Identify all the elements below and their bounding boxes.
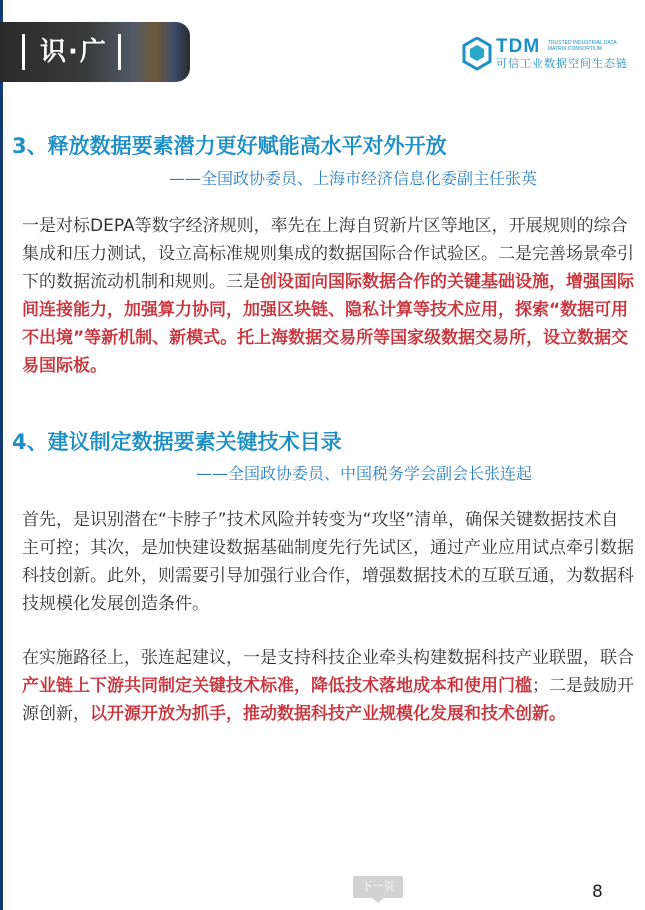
logo-tagline: TRUSTED INDUSTRIAL DATA MATRIX CONSORTIUM xyxy=(548,40,617,52)
tag-right-bar xyxy=(118,34,121,70)
section-3-heading: 3、释放数据要素潜力更好赋能高水平对外开放 xyxy=(12,134,447,158)
text-run: 在实施路径上，张连起建议，一是支持科技企业牵头构建数据科技产业联盟，联合 xyxy=(22,648,634,668)
logo-hexagon-icon xyxy=(462,37,492,71)
emphasis-text-run: 创设面向国际数据合作的关键基础设施，增强国际间连接能力，加强算力协同，加强区块链、隐私计算等技术应用，探索“数据可用不出境”等新机制、新模式。托上海数据交易所等国家级数据交易所，设立数据交易国际板。 xyxy=(22,272,634,376)
tdm-logo xyxy=(462,37,642,73)
text-run: 首先，是识别潜在“卡脖子”技术风险并转变为“攻坚”清单，确保关键数据技术自主可控；其次，是加快建设数据基础制度先行先试区，通过产业应用试点牵引数据科技创新。此外，则需要引导加强行业合作，增强数据技术的互联互通，为数据科技规模化发展创造条件。 xyxy=(22,510,634,614)
section-3-paragraph xyxy=(22,212,634,380)
next-page-button[interactable]: 下一页 xyxy=(353,876,403,898)
tag-left-bar xyxy=(22,34,25,70)
section-4-paragraph-1 xyxy=(22,506,634,618)
logo-chinese-name: 可信工业数据空间生态链 xyxy=(496,57,628,70)
section-4-heading: 4、建议制定数据要素关键技术目录 xyxy=(12,430,342,454)
section-4-paragraph-2 xyxy=(22,644,634,728)
section-3-attribution: ——全国政协委员、上海市经济信息化委副主任张英 xyxy=(169,169,538,188)
section-tag: 识·广 xyxy=(40,37,108,67)
left-border-rule xyxy=(0,0,3,910)
section-tag-banner xyxy=(0,22,190,82)
emphasis-text-run: 以开源开放为抓手，推动数据科技产业规模化发展和技术创新。 xyxy=(90,704,566,724)
page-number: 8 xyxy=(592,882,603,902)
emphasis-text-run: 产业链上下游共同制定关键技术标准，降低技术落地成本和使用门槛 xyxy=(22,676,532,696)
logo-wordmark: TDM xyxy=(496,36,541,57)
text-run: 一是对标DEPA等数字经济规则，率先在上海自贸新片区等地区，开展规则的综合集成和压力测试，设立高标准规则集成的数据国际合作试验区。二是完善场景牵引下的数据流动机制和规则。三是 xyxy=(22,216,634,292)
section-4-attribution: ——全国政协委员、中国税务学会副会长张连起 xyxy=(196,464,533,483)
text-run: ；二是鼓励开源创新， xyxy=(22,676,634,724)
